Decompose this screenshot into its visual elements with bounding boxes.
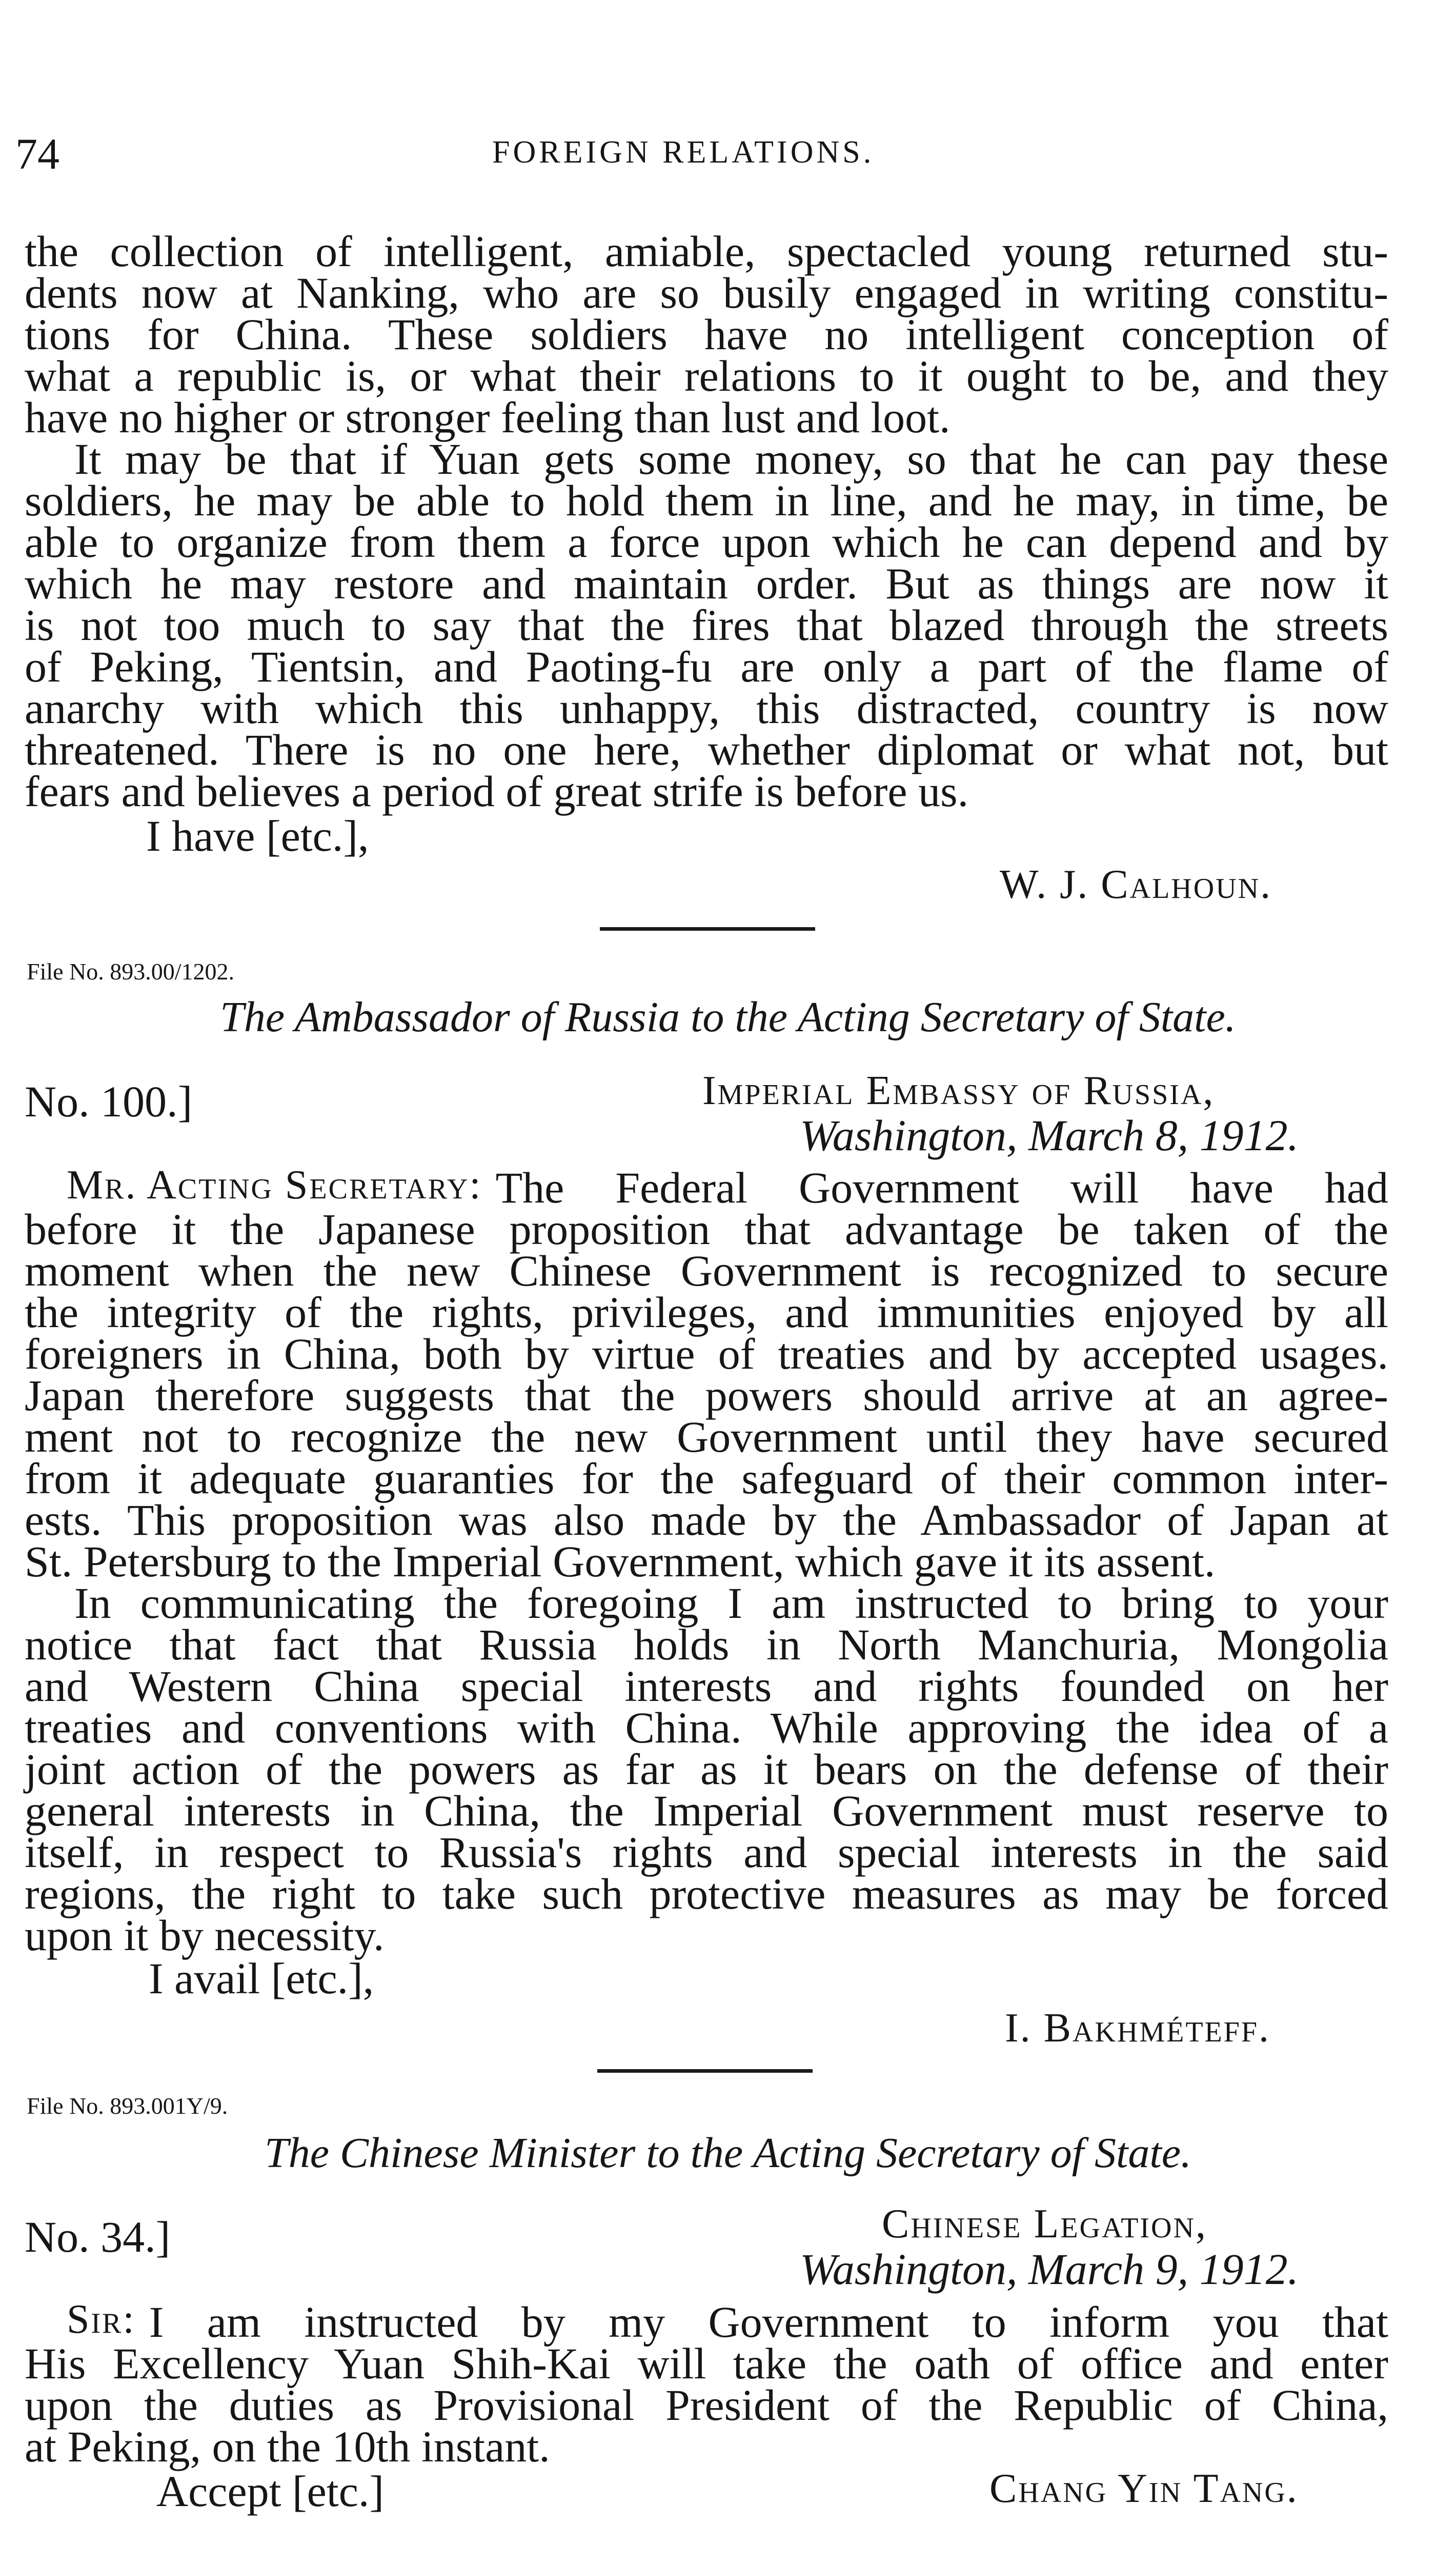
page-number: 74 [15,129,59,178]
body-line: ment not to recognize the new Government until they have secured [25,1412,1388,1461]
file-number: File No. 893.001Y/9. [27,2093,228,2119]
body-line: joint action of the powers as far as it bears on the defense of their [25,1745,1388,1794]
body-line: dents now at Nanking, who are so busily engaged in writing constitu- [25,268,1388,317]
body-line: before it the Japanese proposition that advantage be taken of the [25,1205,1388,1254]
body-line: The Federal Government will have had [495,1163,1388,1212]
body-line: and Western China special interests and rights founded on her [25,1661,1388,1711]
section-divider [600,927,815,931]
body-line: tions for China. These soldiers have no intelligent conception of [25,310,1388,359]
body-line: which he may restore and maintain order. But as things are now it [25,559,1388,608]
body-line: have no higher or stronger feeling than lust and loot. [25,393,951,442]
letter-title: The Chinese Minister to the Acting Secretary of State. [264,2129,1191,2177]
section-divider [597,2069,813,2073]
body-line: In communicating the foregoing I am instructed to bring to your [74,1578,1388,1628]
letter-number: No. 34.] [25,2212,171,2261]
body-line: itself, in respect to Russia's rights and special interests in the said [25,1828,1388,1877]
letter-date: Washington, March 8, 1912. [800,1111,1299,1160]
body-line: moment when the new Chinese Government is recognized to secure [25,1246,1388,1295]
closing-line: Accept [etc.] [156,2467,385,2516]
body-line: upon it by necessity. [25,1911,385,1960]
letter-date: Washington, March 9, 1912. [800,2245,1299,2294]
body-line: of Peking, Tientsin, and Paoting-fu are only a part of the flame of [25,642,1388,691]
closing-line: I avail [etc.], [149,1954,374,2003]
body-line: able to organize from them a force upon which he can depend and by [25,517,1388,567]
salutation-text: Sir: [67,2297,136,2342]
body-line: upon the duties as Provisional President of the Republic of China, [25,2380,1388,2430]
file-number: File No. 893.00/1202. [27,958,235,985]
letter-title: The Ambassador of Russia to the Acting Secretary of State. [220,993,1236,1041]
salutation-text: Mr. Acting Secretary: [67,1163,482,1208]
running-title: FOREIGN RELATIONS. [492,135,875,170]
closing-line: I have [etc.], [146,811,369,860]
body-line: His Excellency Yuan Shih-Kai will take the oath of office and enter [25,2339,1388,2388]
body-line: anarchy with which this unhappy, this distracted, country is now [25,684,1388,733]
body-line: at Peking, on the 10th instant. [25,2422,550,2471]
body-line: is not too much to say that the fires that blazed through the streets [25,600,1388,650]
letter-sender: Chinese Legation, [882,2201,1207,2247]
body-line: Japan therefore suggests that the powers should arrive at an agree- [25,1371,1388,1420]
body-line: It may be that if Yuan gets some money, so that he can pay these [74,434,1388,484]
body-line: the collection of intelligent, amiable, spectacled young returned stu- [25,227,1388,276]
body-line: regions, the right to take such protective measures as may be forced [25,1869,1388,1918]
body-line: notice that fact that Russia holds in North Manchuria, Mongolia [25,1620,1388,1669]
letter-sender: Imperial Embassy of Russia, [702,1068,1215,1113]
body-line: soldiers, he may be able to hold them in line, and he may, in time, be [25,476,1388,525]
body-line: general interests in China, the Imperial Government must reserve to [25,1786,1388,1835]
body-line: ests. This proposition was also made by the Ambassador of Japan at [25,1495,1388,1545]
signature: I. Bakhméteff. [1005,2006,1271,2051]
body-line: St. Petersburg to the Imperial Government, which gave it its assent. [25,1537,1216,1586]
signature: W. J. Calhoun. [1000,862,1272,907]
body-line: foreigners in China, both by virtue of treaties and by accepted usages. [25,1329,1388,1378]
body-line: threatened. There is no one here, whether diplomat or what not, but [25,725,1388,774]
signature: Chang Yin Tang. [989,2466,1299,2511]
body-line: the integrity of the rights, privileges, and immunities enjoyed by all [25,1288,1388,1337]
body-line: I am instructed by my Government to inform you that [149,2297,1388,2347]
body-line: from it adequate guaranties for the safeguard of their common inter- [25,1454,1388,1503]
body-line: what a republic is, or what their relations to it ought to be, and they [25,351,1388,400]
body-line: fears and believes a period of great strife is before us. [25,767,969,816]
body-line: treaties and conventions with China. While approving the idea of a [25,1703,1388,1752]
letter-number: No. 100.] [25,1077,193,1126]
